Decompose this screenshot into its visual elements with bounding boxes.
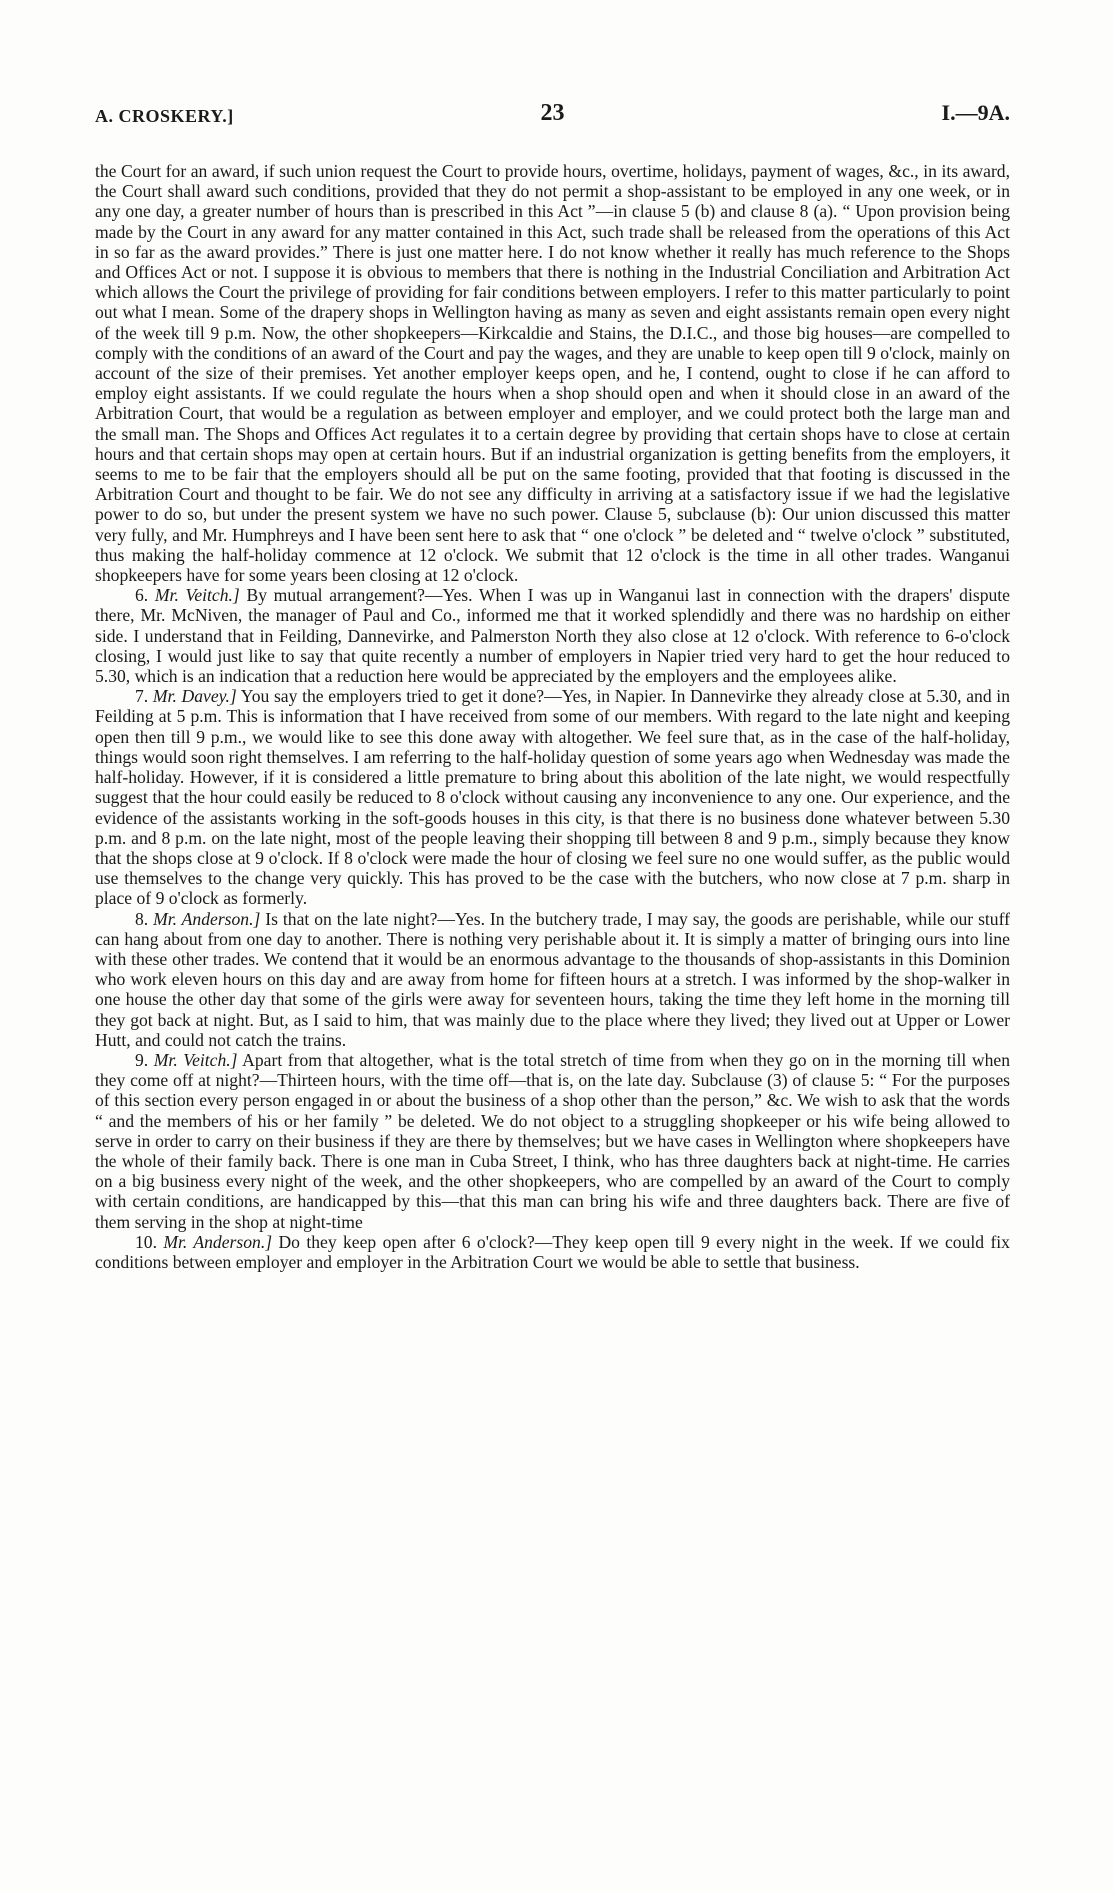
question-10 — [95, 1232, 1010, 1272]
page-header — [95, 100, 1010, 134]
document-reference: I.—9A. — [941, 100, 1010, 125]
speaker-name: Mr. Veitch.] — [153, 1049, 238, 1070]
paragraph-continuation — [95, 161, 1010, 585]
speaker-name: Mr. Anderson.] — [153, 908, 261, 929]
question-9 — [95, 1050, 1010, 1232]
question-7 — [95, 686, 1010, 908]
paragraph-text: You say the employers tried to get it done?—Yes, in Napier. In Dannevirke they already close at 5.30, and in Feilding at 5 p.m. This is information that I have received from some of our members. With regard to the late night and keeping open then till 9 p.m., we would like to see this done away with altogether. We feel sure that, as in the case of the half-holiday, things would soon right themselves. I am referring to the half-holiday question of some years ago when Wednesday was made the half-holiday. However, if it is considered a little premature to bring about this abolition of the late night, we would respectfully suggest that the hour could easily be reduced to 8 o'clock without causing any inconvenience to any one. Our experience, and the evidence of the assistants working in the soft-goods houses in this city, is that there is no business done whatever between 5.30 p.m. and 8 p.m. on the late night, most of the people leaving their shopping till between 8 and 9 p.m., simply because they know that the shops close at 9 o'clock. If 8 o'clock were made the hour of closing we feel sure no one would suffer, as the public would use themselves to the change very quickly. This has proved to be the case with the butchers, who now close at 7 p.m. sharp in place of 9 o'clock as formerly. — [95, 686, 1010, 909]
speaker-name: Mr. Veitch.] — [154, 585, 240, 606]
question-number: 8. — [135, 908, 149, 929]
question-number: 7. — [135, 686, 149, 707]
speaker-name: Mr. Davey.] — [152, 686, 237, 707]
page-number: 23 — [540, 100, 565, 126]
paragraph-text: Apart from that altogether, what is the total stretch of time from when they go on in the morning till when they come off at night?—Thirteen hours, with the time off—that is, on the late day. Subclause (3) of clause 5: “ For the purposes of this section every person engaged in or about the business of a shop other than the person,” &c. We wish to ask that the words “ and the members of his or her family ” be deleted. We do not object to a struggling shopkeeper or his wife being allowed to serve in order to carry on their business if they are there by themselves; but we have cases in Wellington where shopkeepers have the whole of their family back. There is one man in Cuba Street, I think, who has three daughters back at night-time. He carries on a big business every night of the week, and the other shopkeepers, who are compelled by an award of the Court to comply with certain conditions, are handicapped by this—that this man can bring his wife and three daughters back. There are five of them serving in the shop at night-time — [95, 1049, 1010, 1232]
paragraph-text: Is that on the late night?—Yes. In the butchery trade, I may say, the goods are perishable, while our stuff can hang about from one day to another. There is nothing very perishable about it. It is simply a matter of bringing ours into line with these other trades. We contend that it would be an enormous advantage to the thousands of shop-assistants in this Dominion who work eleven hours on this day and are away from home for fifteen hours at a stretch. I was informed by the shop-walker in one house the other day that some of the girls were away for seventeen hours, taking the time they left home in the morning till they got back at night. But, as I said to him, that was mainly due to the place where they lived; they lived out at Upper or Lower Hutt, and could not catch the trains. — [95, 908, 1010, 1050]
question-number: 6. — [135, 585, 149, 606]
speaker-name: Mr. Anderson.] — [163, 1231, 273, 1252]
question-6 — [95, 585, 1010, 686]
paragraph-text: Do they keep open after 6 o'clock?—They keep open till 9 every night in the week. If we could fix conditions between employer and employer in the Arbitration Court we would be able to settle that business. — [95, 1231, 1010, 1272]
paragraph-text: the Court for an award, if such union request the Court to provide hours, overtime, holidays, payment of wages, &c., in its award, the Court shall award such conditions, provided that they do not permit a shop-assistant to be employed in any one week, or in any one day, a greater number of hours than is prescribed in this Act ”—in clause 5 (b) and clause 8 (a). “ Upon provision being made by the Court in any award for any matter contained in this Act, such trade shall be released from the operations of this Act in so far as the award provides.” There is just one matter here. I do not know whether it really has much reference to the Shops and Offices Act or not. I suppose it is obvious to members that there is nothing in the Industrial Conciliation and Arbitration Act which allows the Court the privilege of providing for fair conditions between employers. I refer to this matter particularly to point out what I mean. Some of the drapery shops in Wellington having as many as seven and eight assistants remain open every night of the week till 9 p.m. Now, the other shopkeepers—Kirkcaldie and Stains, the D.I.C., and those big houses—are compelled to comply with the conditions of an award of the Court and pay the wages, and they are unable to keep open till 9 o'clock, mainly on account of the size of their premises. Yet another employer keeps open, and he, I contend, ought to close if he can afford to employ eight assistants. If we could regulate the hours when a shop should open and when it should close in an award of the Arbitration Court, that would be a regulation as between employer and employer, and we could protect both the large man and the small man. The Shops and Offices Act regulates it to a certain degree by providing that certain shops have to close at certain hours and that certain shops may open at certain hours. But if an industrial organization is getting benefits from the employers, it seems to me to be fair that the employers should all be put on the same footing, provided that that footing is discussed in the Arbitration Court and thought to be fair. We do not see any difficulty in arriving at a satisfactory issue if we had the legislative power to do so, but under the present system we have no such power. Clause 5, subclause (b): Our union discussed this matter very fully, and Mr. Humphreys and I have been sent here to ask that “ one o'clock ” be deleted and “ twelve o'clock ” substituted, thus making the half-holiday commence at 12 o'clock. We submit that 12 o'clock is the time in all other trades. Wanganui shopkeepers have for some years been closing at 12 o'clock. — [95, 161, 1010, 586]
question-number: 10. — [135, 1231, 157, 1252]
paragraph-text: By mutual arrangement?—Yes. When I was up in Wanganui last in connection with the drapers' dispute there, Mr. McNiven, the manager of Paul and Co., informed me that it worked splendidly and there was no hardship on either side. I understand that in Feilding, Dannevirke, and Palmerston North they also close at 12 o'clock. With reference to 6-o'clock closing, I would just like to say that quite recently a number of employers in Napier tried very hard to get the hour reduced to 5.30, which is an indication that a reduction here would be appreciated by the employers and the employees alike. — [95, 585, 1010, 687]
question-number: 9. — [135, 1049, 149, 1070]
question-8 — [95, 909, 1010, 1050]
page-body — [95, 161, 1010, 1272]
header-witness-name: A. CROSKERY.] — [95, 106, 234, 126]
